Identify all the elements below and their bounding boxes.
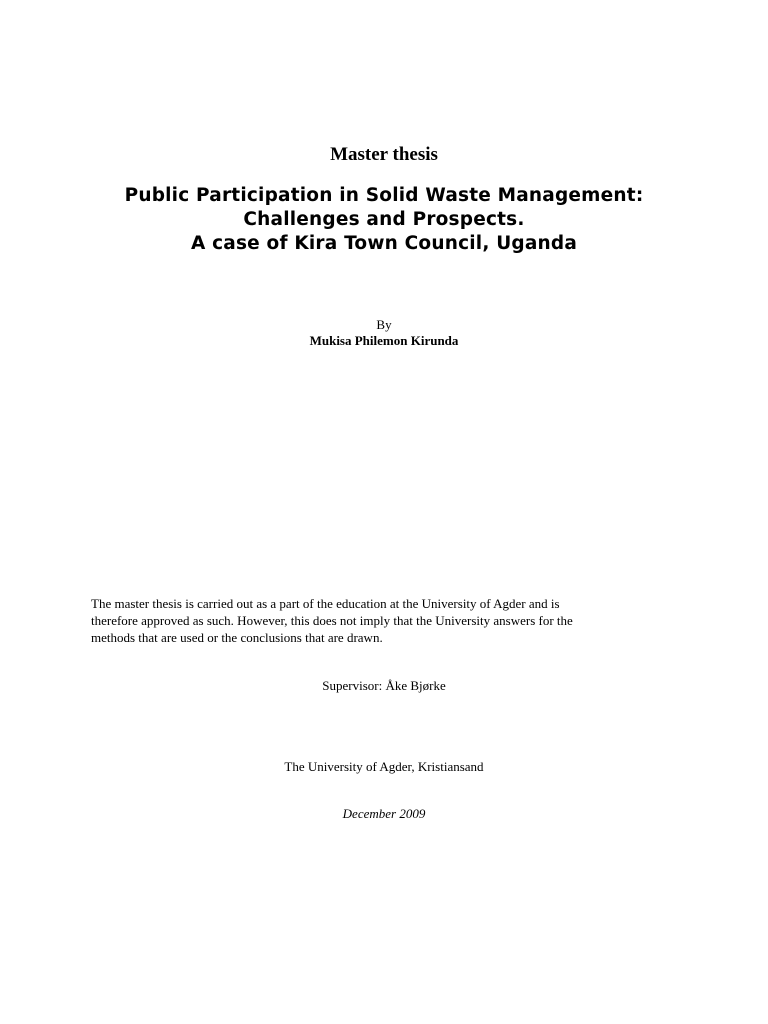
supervisor-line: Supervisor: Åke Bjørke bbox=[322, 678, 446, 693]
university-line: The University of Agder, Kristiansand bbox=[284, 759, 484, 774]
statement-line-2: therefore approved as such. However, this does not imply that the University answers for the bbox=[91, 613, 573, 628]
author-name: Mukisa Philemon Kirunda bbox=[309, 333, 459, 348]
thesis-title bbox=[0, 184, 768, 256]
title-line-3: A case of Kira Town Council, Uganda bbox=[190, 233, 578, 254]
statement-line-1: The master thesis is carried out as a part of the education at the University of Agder and is bbox=[91, 596, 560, 611]
approval-statement bbox=[91, 595, 681, 646]
by-label: By bbox=[376, 317, 392, 332]
date-line: December 2009 bbox=[342, 806, 426, 821]
document-type-heading: Master thesis bbox=[330, 144, 438, 165]
statement-line-3: methods that are used or the conclusions that are drawn. bbox=[91, 630, 383, 645]
title-line-2: Challenges and Prospects. bbox=[243, 209, 525, 230]
title-line-1: Public Participation in Solid Waste Management: bbox=[124, 185, 644, 206]
